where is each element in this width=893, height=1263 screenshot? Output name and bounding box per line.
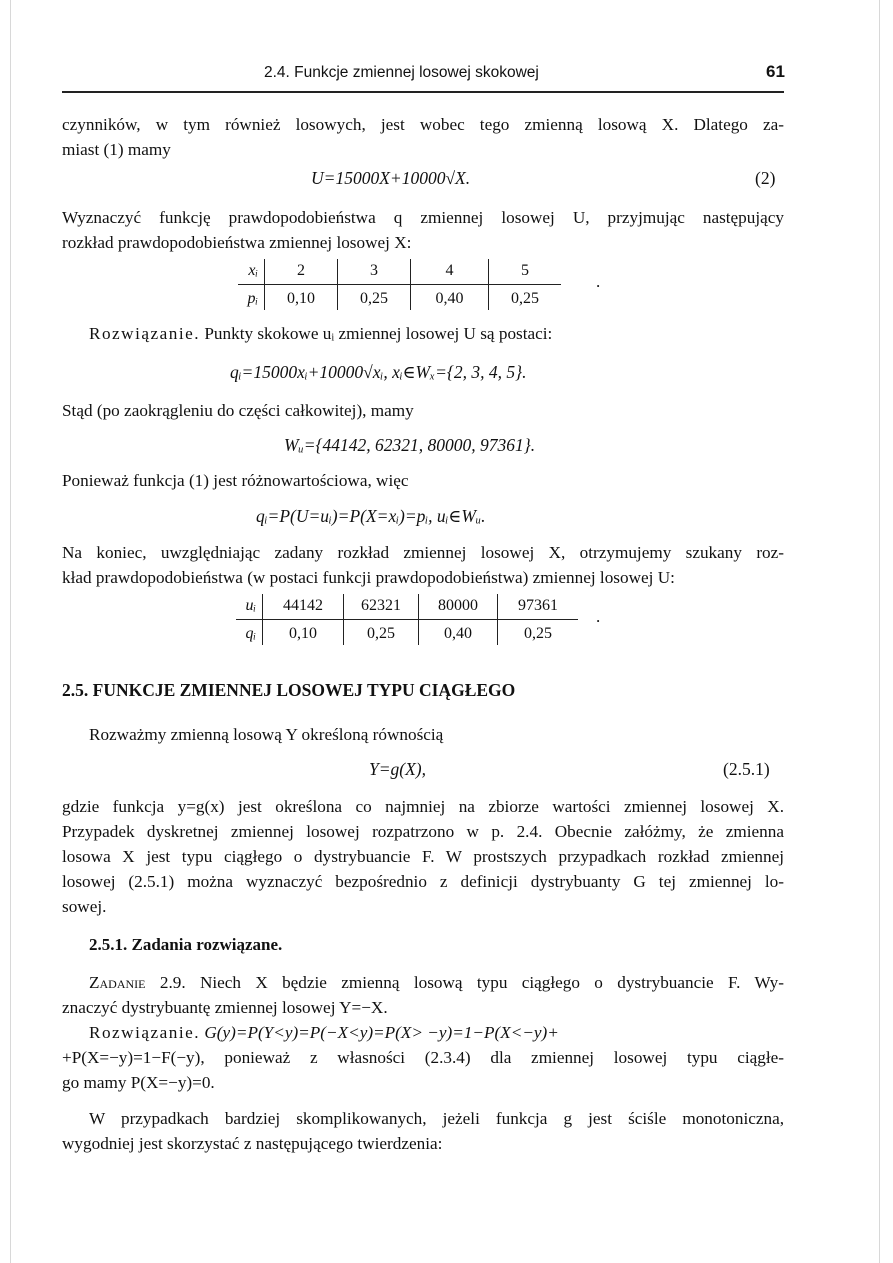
table-cell: 0,25: [344, 620, 419, 646]
paragraph-line: czynników, w tym również losowych, jest wobec tego zmienną losową X. Dlatego za-: [62, 115, 784, 134]
equation-number-2: (2): [755, 168, 776, 188]
exercise-text: 2.9. Niech X będzie zmienną losową typu ciągłego o dystrybuancie F. Wy-: [159, 973, 784, 992]
solution-formula: G(y)=P(Y<y)=P(−X<y)=P(X> −y)=1−P(X<−y)+: [204, 1023, 559, 1042]
table-cell: 0,10: [263, 620, 344, 646]
solution-2: [62, 1020, 784, 1095]
paragraph-4: Ponieważ funkcja (1) jest różnowartościowa, więc: [62, 471, 409, 490]
equation-qi: qᵢ=P(U=uᵢ)=P(X=xᵢ)=pᵢ, uᵢ∈Wᵤ.: [256, 506, 486, 526]
table-cell: 44142: [263, 594, 344, 620]
paragraph-line: rozkład prawdopodobieństwa zmiennej losowej X:: [62, 233, 412, 252]
exercise-2-9: [62, 970, 784, 1020]
table-cell: 3: [338, 259, 411, 285]
table-cell: 0,25: [338, 285, 411, 311]
row-label-x: xᵢ: [238, 259, 265, 285]
table-cell: 80000: [419, 594, 498, 620]
equation-2: U=15000X+10000√X.: [311, 168, 471, 188]
paragraph-line: wygodniej jest skorzystać z następującego twierdzenia:: [62, 1134, 443, 1153]
row-label-q: qᵢ: [236, 620, 263, 646]
paragraph-7: [62, 794, 784, 919]
table-cell: 0,40: [419, 620, 498, 646]
solution-label: Rozwiązanie.: [89, 324, 201, 343]
table-period: .: [596, 272, 601, 291]
solution-1: [89, 324, 552, 344]
solution-label: Rozwiązanie.: [89, 1023, 201, 1042]
header-rule: [62, 91, 784, 93]
paragraph-line: znaczyć dystrybuantę zmiennej losowej Y=−X.: [62, 998, 388, 1017]
paragraph-line: W przypadkach bardziej skomplikowanych, jeżeli funkcja g jest ściśle monotoniczna,: [89, 1109, 784, 1128]
paragraph-line: kład prawdopodobieństwa (w postaci funkcji prawdopodobieństwa) zmiennej losowej U:: [62, 568, 675, 587]
paragraph-line: [62, 970, 784, 995]
table-cell: 2: [265, 259, 338, 285]
paragraph-2: [62, 205, 784, 255]
table-cell: 4: [411, 259, 489, 285]
equation-q: qᵢ=15000xᵢ+10000√xᵢ, xᵢ∈Wₓ={2, 3, 4, 5}.: [230, 362, 527, 382]
distribution-table-u: [236, 594, 578, 645]
paragraph-6: Rozważmy zmienną losową Y określoną równością: [89, 725, 444, 744]
paragraph-8: [62, 1106, 784, 1156]
paragraph-1: [62, 112, 784, 162]
distribution-table-x: [238, 259, 561, 310]
paragraph-line: losowa X jest typu ciągłego o dystrybuancie F. W prostszych przypadkach rozkład zmiennej: [62, 847, 784, 866]
paragraph-line: go mamy P(X=−y)=0.: [62, 1073, 215, 1092]
page-number: 61: [766, 62, 785, 81]
subsection-title: 2.5.1. Zadania rozwiązane.: [89, 935, 283, 954]
table-cell: 0,40: [411, 285, 489, 311]
paragraph-3: Stąd (po zaokrągleniu do części całkowitej), mamy: [62, 401, 414, 420]
table-cell: 97361: [498, 594, 579, 620]
paragraph-line: miast (1) mamy: [62, 140, 171, 159]
paragraph-5: [62, 540, 784, 590]
equation-wu: Wᵤ={44142, 62321, 80000, 97361}.: [284, 435, 536, 455]
section-title: 2.5. FUNKCJE ZMIENNEJ LOSOWEJ TYPU CIĄGŁEGO: [62, 680, 516, 700]
paragraph-line: Na koniec, uwzględniając zadany rozkład zmiennej losowej X, otrzymujemy szukany roz-: [62, 543, 784, 562]
row-label-u: uᵢ: [236, 594, 263, 620]
paragraph-line: Przypadek dyskretnej zmiennej losowej rozpatrzono w p. 2.4. Obecnie załóżmy, że zmienna: [62, 822, 784, 841]
table-cell: 5: [489, 259, 562, 285]
table-cell: 0,25: [524, 624, 552, 642]
table-cell: 0,10: [265, 285, 338, 311]
page-edge-right: [879, 0, 880, 1263]
equation-number-2-5-1: (2.5.1): [723, 759, 770, 779]
paragraph-line: gdzie funkcja y=g(x) jest określona co najmniej na zbiorze wartości zmiennej losowej X.: [62, 797, 784, 816]
running-header: 2.4. Funkcje zmiennej losowej skokowej: [264, 64, 539, 81]
table-period: .: [596, 607, 601, 626]
exercise-label: Zadanie: [89, 973, 146, 992]
paragraph-line: sowej.: [62, 897, 107, 916]
table-cell: 0,25: [511, 289, 539, 307]
table-cell: 62321: [344, 594, 419, 620]
row-label-p: pᵢ: [238, 285, 265, 311]
paragraph-line: [62, 1020, 784, 1045]
solution-text: Punkty skokowe uᵢ zmiennej losowej U są postaci:: [204, 324, 553, 343]
paragraph-line: Wyznaczyć funkcję prawdopodobieństwa q zmiennej losowej U, przyjmując następujący: [62, 208, 784, 227]
page-edge-left: [10, 0, 11, 1263]
paragraph-line: losowej (2.5.1) można wyznaczyć bezpośrednio z definicji dystrybuanty G tej zmiennej lo-: [62, 872, 784, 891]
paragraph-line: +P(X=−y)=1−F(−y), ponieważ z własności (2.3.4) dla zmiennej losowej typu ciągłe-: [62, 1048, 784, 1067]
equation-2-5-1: Y=g(X),: [369, 759, 427, 779]
